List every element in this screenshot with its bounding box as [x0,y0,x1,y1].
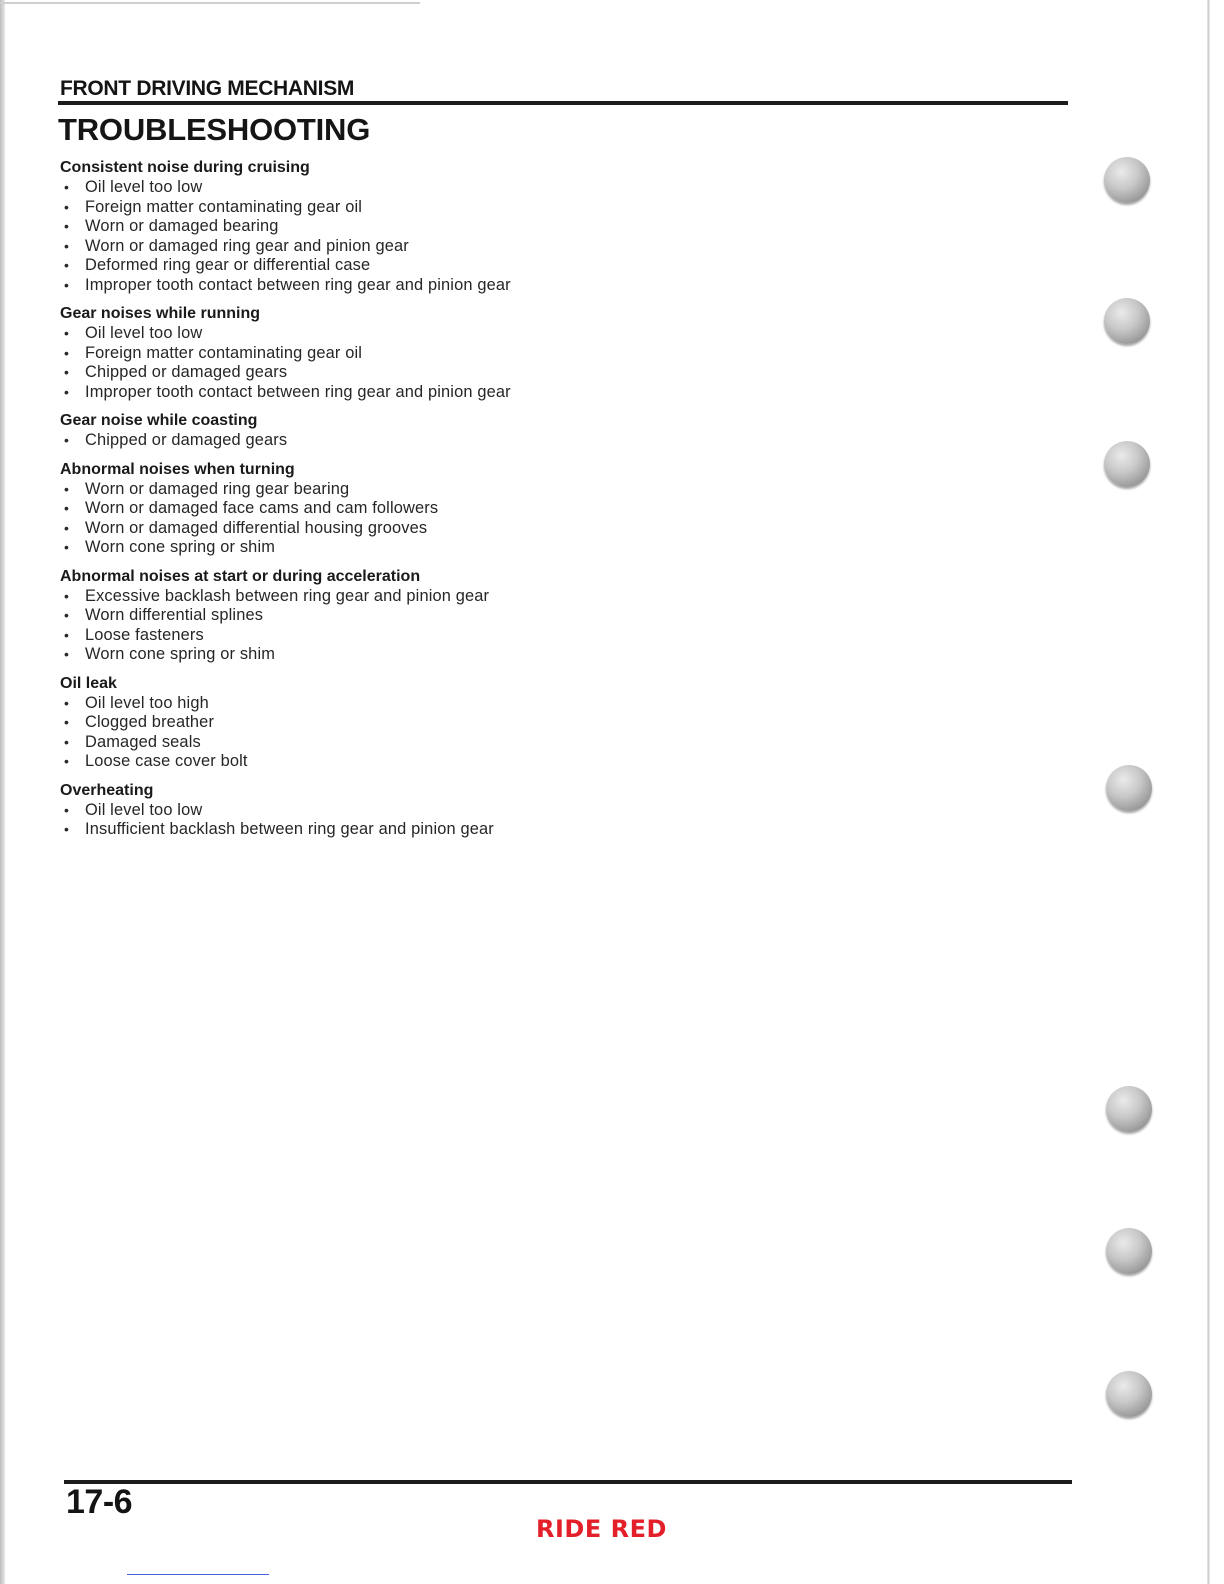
group-heading: Gear noises while running [60,305,261,322]
list-item-text: Oil level too low [85,178,203,196]
group-heading: Gear noise while coasting [60,412,258,429]
list-item-text: Chipped or damaged gears [85,363,288,381]
bullet-icon: • [64,801,70,818]
list-item-text: Worn or damaged face cams and cam followers [85,499,439,517]
list-item [60,752,700,772]
bullet-icon: • [64,607,70,623]
list-item-text: Oil level too low [85,324,203,342]
list-item-text: Clogged breather [85,713,215,731]
list-item-text: Foreign matter contaminating gear oil [85,197,363,216]
list-item [60,801,700,821]
link-underline [127,1574,269,1575]
troubleshooting-group [60,158,700,295]
list-item [60,499,700,519]
group-heading: Oil leak [60,674,117,692]
list-item-text: Improper tooth contact between ring gear and pinion gear [85,275,511,294]
troubleshooting-group [60,304,700,402]
bullet-icon: • [64,539,70,555]
list-item [60,237,700,257]
list-item-text: Worn or damaged bearing [85,217,279,235]
scan-edge-left [0,0,5,1584]
troubleshooting-list [60,158,700,849]
list-item [60,178,700,198]
list-item-text: Improper tooth contact between ring gear and pinion gear [85,382,511,401]
bullet-icon: • [64,218,70,234]
scan-edge-right [1207,0,1210,1584]
troubleshooting-group [60,460,700,558]
bullet-icon: • [64,198,70,215]
list-item [60,645,700,665]
list-item [60,431,700,451]
list-item-text: Insufficient backlash between ring gear and pinion gear [85,820,494,838]
title-rule [58,101,1068,105]
list-item-text: Worn cone spring or shim [85,538,276,556]
list-item-text: Chipped or damaged gears [85,431,288,449]
list-item [60,538,700,558]
bullet-icon: • [64,325,70,341]
bullet-icon: • [64,344,70,361]
binder-hole [1106,1228,1152,1274]
list-item [60,363,700,383]
list-item-text: Worn differential splines [85,606,264,624]
bullet-icon: • [64,480,70,497]
group-heading: Consistent noise during cruising [60,159,310,176]
bullet-icon: • [64,364,70,380]
binder-hole [1104,441,1150,487]
bullet-icon: • [64,383,70,400]
bullet-icon: • [64,753,70,769]
list-item [60,626,700,646]
list-item-text: Worn or damaged ring gear and pinion gear [85,236,409,255]
list-item-text: Loose fasteners [85,625,204,644]
page-number: 17-6 [66,1483,133,1521]
binder-hole [1104,298,1150,344]
list-item-text: Damaged seals [85,732,201,751]
page-heading: TROUBLESHOOTING [58,112,371,147]
binder-hole [1106,1371,1152,1417]
list-item-text: Oil level too high [85,693,209,712]
troubleshooting-group [60,674,700,772]
binder-hole [1106,1086,1152,1132]
footer-rule [64,1480,1072,1484]
list-item [60,519,700,539]
bullet-icon: • [64,626,70,643]
list-item-text: Oil level too low [85,800,203,819]
bullet-icon: • [64,179,70,195]
bullet-icon: • [64,519,70,536]
brand-logo: RIDE RED [536,1515,667,1543]
bullet-icon: • [64,821,70,837]
list-item [60,480,700,500]
binder-hole [1104,157,1150,203]
list-item-text: Worn or damaged differential housing grooves [85,518,428,537]
bullet-icon: • [64,432,70,448]
list-item [60,694,700,714]
troubleshooting-group [60,411,700,451]
bullet-icon: • [64,646,70,662]
scan-edge-top [0,2,420,4]
group-heading: Abnormal noises at start or during acceleration [60,567,421,585]
list-item [60,713,700,733]
bullet-icon: • [64,257,70,273]
list-item [60,606,700,626]
binder-hole [1106,765,1152,811]
bullet-icon: • [64,500,70,516]
list-item [60,276,700,296]
group-heading: Overheating [60,781,154,799]
list-item [60,733,700,753]
bullet-icon: • [64,276,70,293]
bullet-icon: • [64,237,70,254]
list-item-text: Worn cone spring or shim [85,645,276,663]
troubleshooting-group [60,781,700,840]
list-item-text: Loose case cover bolt [85,752,248,770]
list-item [60,256,700,276]
bullet-icon: • [64,733,70,750]
bullet-icon: • [64,694,70,711]
list-item [60,344,700,364]
list-item [60,383,700,403]
group-heading: Abnormal noises when turning [60,460,295,478]
section-title: FRONT DRIVING MECHANISM [60,77,355,100]
bullet-icon: • [64,587,70,604]
list-item-text: Excessive backlash between ring gear and pinion gear [85,586,490,605]
list-item [60,820,700,840]
bullet-icon: • [64,714,70,730]
troubleshooting-group [60,567,700,665]
list-item-text: Worn or damaged ring gear bearing [85,479,350,498]
list-item-text: Deformed ring gear or differential case [85,256,371,274]
list-item [60,587,700,607]
list-item [60,324,700,344]
list-item-text: Foreign matter contaminating gear oil [85,343,363,362]
list-item [60,198,700,218]
list-item [60,217,700,237]
